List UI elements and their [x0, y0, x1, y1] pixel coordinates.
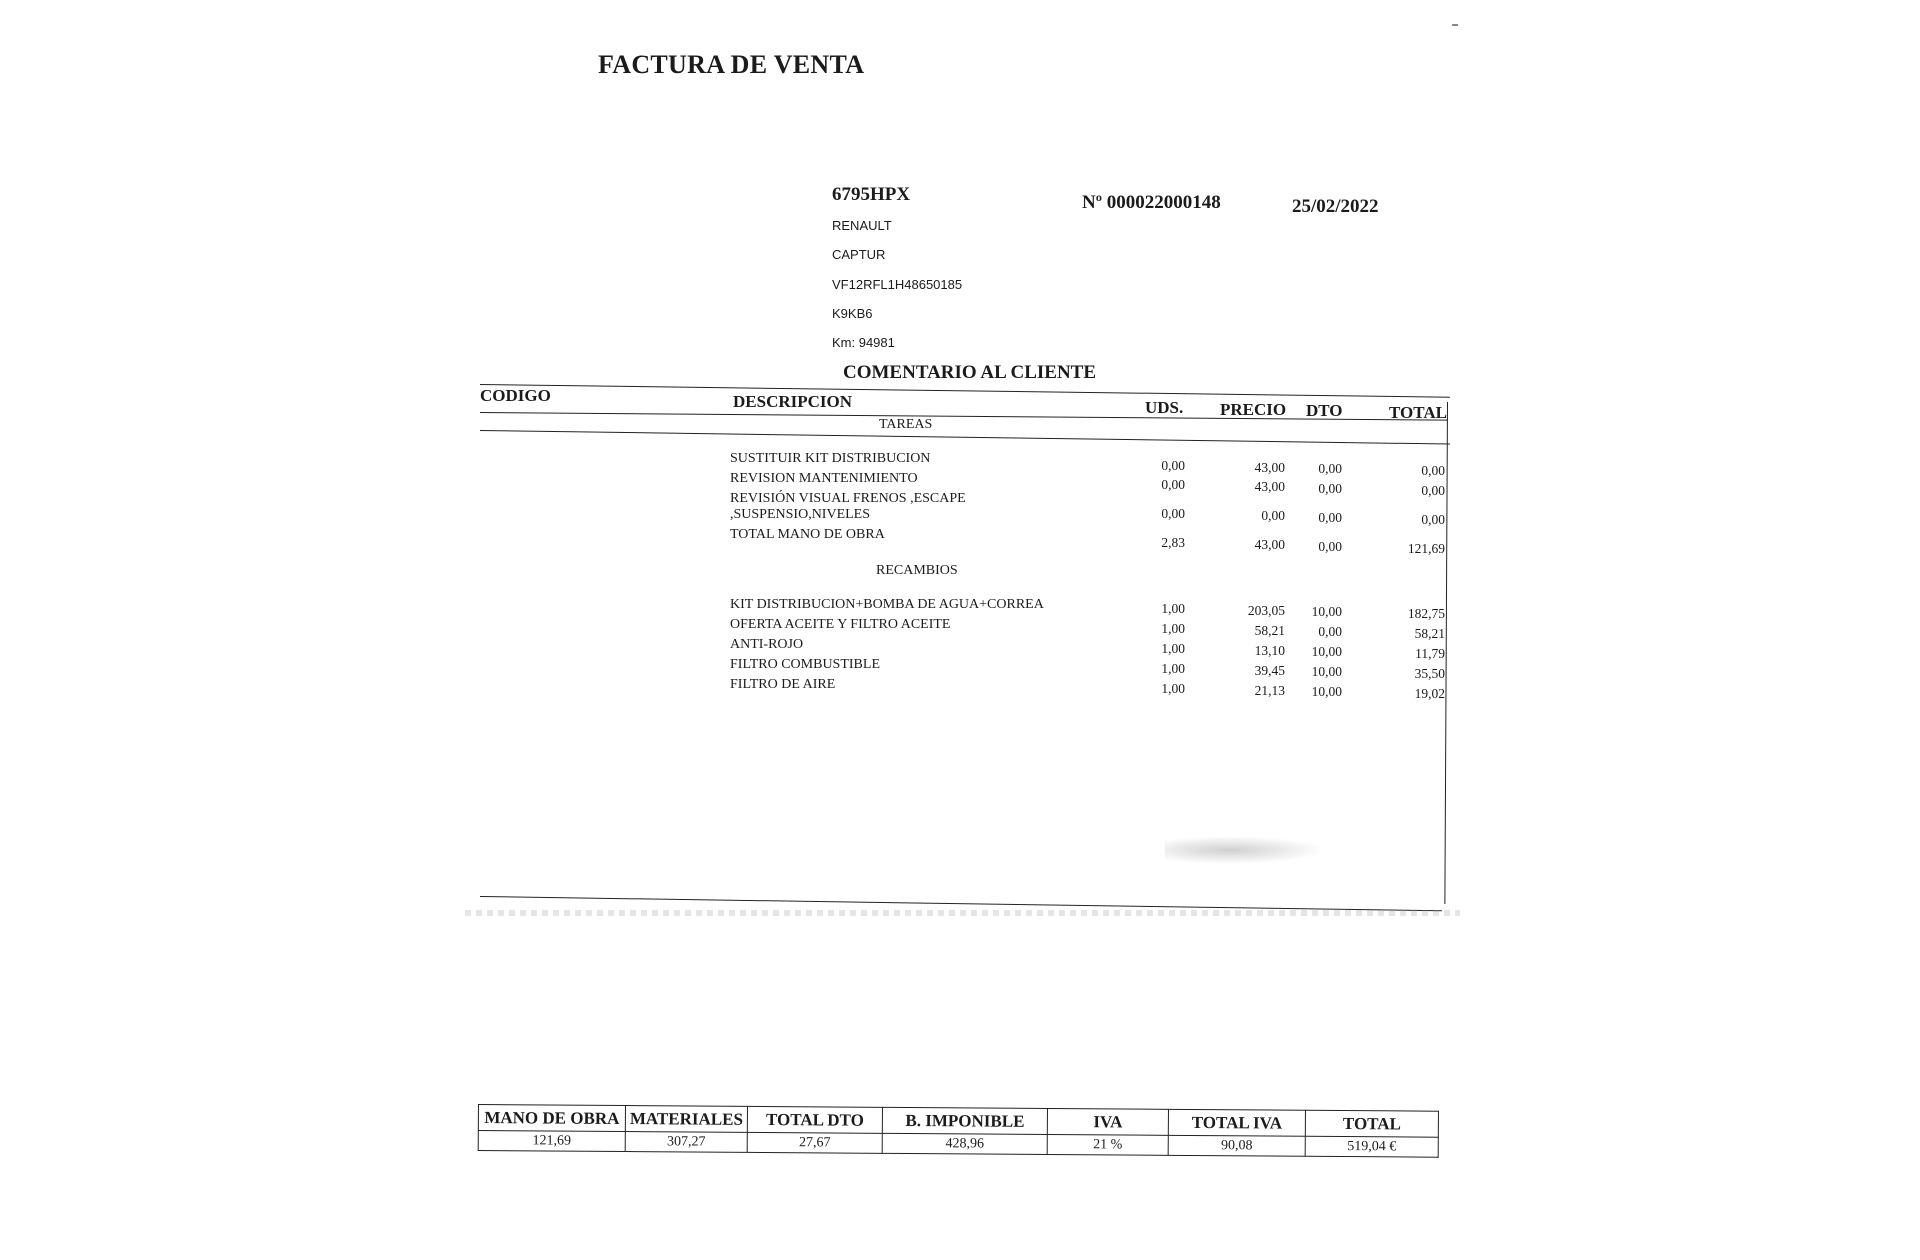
scan-speck	[1452, 24, 1458, 26]
totals-header-mano-de-obra: MANO DE OBRA	[478, 1105, 625, 1132]
line-item-dto: 0,00	[1318, 510, 1342, 525]
vehicle-engine-code: K9KB6	[832, 306, 873, 321]
line-item-total: 0,00	[1421, 512, 1445, 527]
line-item-total: 121,69	[1407, 541, 1445, 556]
line-item-total: 58,21	[1414, 626, 1445, 641]
column-header-precio: PRECIO	[1220, 400, 1287, 419]
line-item-dto: 10,00	[1311, 664, 1342, 679]
line-item-precio: 43,00	[1254, 537, 1285, 552]
scan-fold-line	[465, 910, 1460, 916]
line-item-uds: 1,00	[1161, 641, 1185, 656]
section-label-recambios: RECAMBIOS	[876, 563, 958, 578]
line-item-precio: 203,05	[1247, 603, 1285, 618]
totals-value-total-iva: 90,08	[1168, 1135, 1305, 1156]
vehicle-model: CAPTUR	[832, 247, 886, 262]
section-label-tareas: TAREAS	[879, 417, 933, 432]
column-header-descripcion: DESCRIPCION	[733, 392, 853, 411]
line-item-uds: 2,83	[1161, 535, 1185, 550]
column-header-dto: DTO	[1306, 401, 1343, 420]
line-item-precio: 21,13	[1254, 683, 1285, 698]
line-item-description: REVISION MANTENIMIENTO	[730, 471, 918, 486]
line-item-description: FILTRO DE AIRE	[730, 677, 836, 692]
line-item-uds: 0,00	[1161, 477, 1185, 492]
totals-header-total-iva: TOTAL IVA	[1168, 1109, 1305, 1136]
vehicle-vin: VF12RFL1H48650185	[832, 277, 963, 292]
line-item-dto: 0,00	[1318, 481, 1342, 496]
line-item-description: FILTRO COMBUSTIBLE	[730, 657, 881, 672]
invoice-number: Nº 000022000148	[1082, 192, 1221, 213]
line-item-uds: 0,00	[1161, 458, 1185, 473]
table-bottom-border	[480, 896, 1442, 911]
vehicle-make: RENAULT	[832, 218, 892, 233]
line-item-description: REVISIÓN VISUAL FRENOS ,ESCAPE	[730, 491, 966, 506]
totals-header-materiales: MATERIALES	[625, 1106, 747, 1133]
line-item-total: 0,00	[1421, 463, 1445, 478]
line-item-precio: 43,00	[1254, 479, 1285, 494]
line-item-total: 0,00	[1421, 483, 1445, 498]
line-item-dto: 0,00	[1318, 624, 1342, 639]
header-rule	[480, 412, 1448, 421]
line-item-description: KIT DISTRIBUCION+BOMBA DE AGUA+CORREA	[730, 597, 1044, 612]
line-item-uds: 1,00	[1161, 661, 1185, 676]
totals-header-total-dto: TOTAL DTO	[747, 1106, 882, 1133]
column-header-total: TOTAL	[1389, 403, 1447, 422]
line-item-precio: 39,45	[1254, 663, 1285, 678]
column-header-codigo: CODIGO	[480, 386, 551, 405]
invoice-date: 25/02/2022	[1292, 196, 1379, 217]
line-item-dto: 0,00	[1318, 461, 1342, 476]
license-plate: 6795HPX	[832, 184, 911, 205]
line-item-dto: 0,00	[1318, 539, 1342, 554]
vehicle-mileage: Km: 94981	[832, 335, 895, 350]
line-item-uds: 0,00	[1161, 506, 1185, 521]
line-item-total: 182,75	[1407, 606, 1445, 621]
totals-value-base-imponible: 428,96	[882, 1133, 1047, 1154]
totals-value-total: 519,04 €	[1305, 1136, 1438, 1157]
scan-smudge	[1165, 836, 1325, 864]
line-item-precio: 58,21	[1254, 623, 1285, 638]
totals-header-total: TOTAL	[1305, 1110, 1438, 1137]
line-item-description: ANTI-ROJO	[730, 637, 804, 652]
line-item-precio: 43,00	[1254, 460, 1285, 475]
totals-value-total-dto: 27,67	[747, 1132, 882, 1153]
line-item-description: OFERTA ACEITE Y FILTRO ACEITE	[730, 617, 951, 632]
line-item-dto: 10,00	[1311, 604, 1342, 619]
line-item-uds: 1,00	[1161, 621, 1185, 636]
totals-table	[478, 1104, 1439, 1158]
totals-header-base-imponible: B. IMPONIBLE	[882, 1107, 1047, 1134]
line-item-uds: 1,00	[1161, 681, 1185, 696]
line-item-total: 35,50	[1414, 666, 1445, 681]
comment-heading: COMENTARIO AL CLIENTE	[843, 362, 1097, 383]
document-title: FACTURA DE VENTA	[598, 50, 865, 79]
section-rule	[480, 430, 1450, 445]
line-item-dto: 10,00	[1311, 644, 1342, 659]
line-item-uds: 1,00	[1161, 601, 1185, 616]
line-item-precio: 0,00	[1261, 508, 1285, 523]
totals-header-iva: IVA	[1047, 1108, 1168, 1135]
line-item-description-continued: ,SUSPENSIO,NIVELES	[730, 507, 871, 522]
line-item-dto: 10,00	[1311, 684, 1342, 699]
line-item-description: SUSTITUIR KIT DISTRIBUCION	[730, 451, 931, 466]
table-top-border	[480, 384, 1450, 398]
line-item-total: 19,02	[1414, 686, 1445, 701]
column-header-uds: UDS.	[1145, 398, 1184, 417]
line-item-description: TOTAL MANO DE OBRA	[730, 527, 885, 542]
line-item-precio: 13,10	[1254, 643, 1285, 658]
totals-value-iva: 21 %	[1047, 1134, 1168, 1155]
line-item-total: 11,79	[1415, 646, 1445, 661]
totals-value-materiales: 307,27	[625, 1132, 747, 1153]
totals-value-mano-de-obra: 121,69	[478, 1131, 625, 1152]
